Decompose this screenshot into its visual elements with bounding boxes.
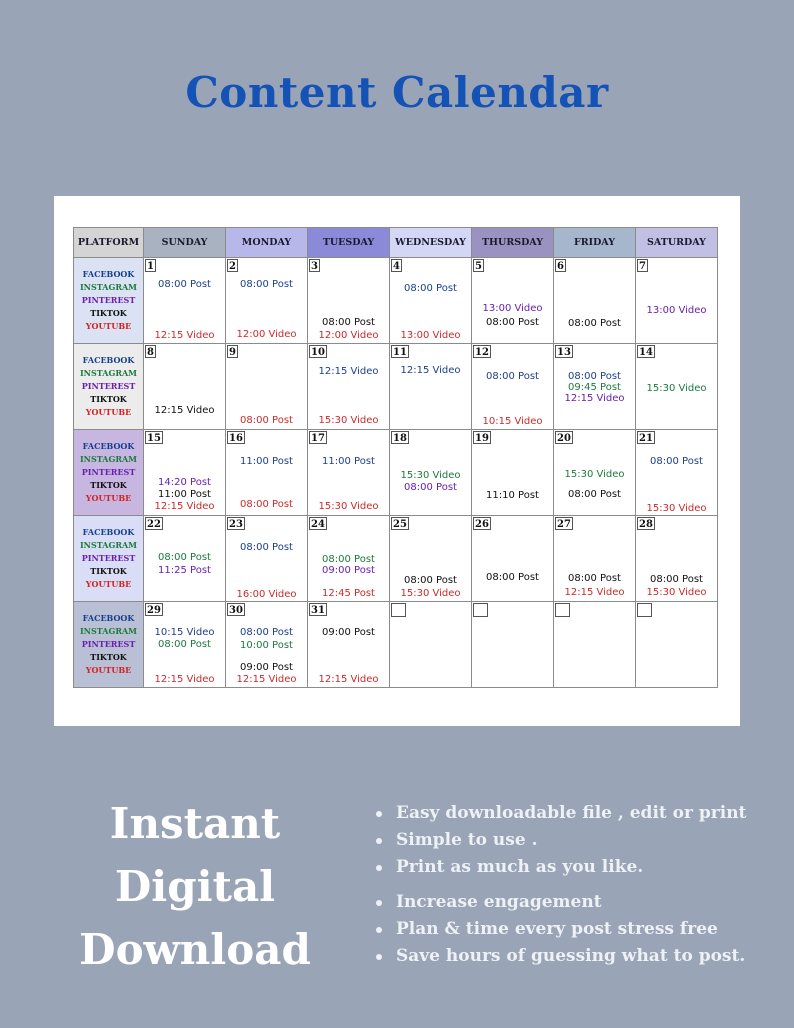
schedule-entry: 12:15 Video [400, 365, 461, 376]
week-row [74, 516, 718, 602]
day-number: 9 [227, 345, 238, 358]
schedule-entry: 12:45 Post [322, 588, 375, 599]
schedule-entry: 15:30 Video [646, 383, 707, 394]
header-monday: MONDAY [226, 228, 308, 258]
schedule-entry: 13:00 Video [646, 305, 707, 316]
promo-line: Instant [109, 799, 281, 848]
schedule-entry: 14:20 Post [158, 477, 211, 488]
day-number: 26 [475, 519, 489, 530]
day-cell[interactable] [226, 430, 308, 516]
platform-tiktok: TIKTOK [90, 394, 127, 404]
schedule-entry: 12:00 Video [236, 329, 297, 340]
header-tuesday: TUESDAY [308, 228, 390, 258]
platform-pinterest: PINTEREST [81, 295, 136, 305]
schedule-entry: 11:10 Post [486, 490, 539, 501]
schedule-entry: 09:00 Post [322, 627, 375, 638]
platform-facebook: FACEBOOK [82, 527, 135, 537]
platform-list [74, 516, 144, 602]
day-cell[interactable] [226, 258, 308, 344]
day-number: 3 [309, 259, 320, 272]
calendar-header-row [74, 228, 718, 258]
schedule-entry: 11:00 Post [240, 456, 293, 467]
feature-list [368, 800, 778, 970]
platform-youtube: YOUTUBE [85, 321, 132, 331]
schedule-entry: 08:00 Post [240, 279, 293, 290]
day-number: 21 [639, 433, 653, 444]
platform-youtube: YOUTUBE [85, 665, 132, 675]
day-number: 17 [311, 433, 325, 444]
day-cell[interactable] [308, 344, 390, 430]
schedule-entry: 08:00 Post [322, 554, 375, 565]
day-cell[interactable] [636, 258, 718, 344]
schedule-entry: 11:25 Post [158, 565, 211, 576]
feature-item: Print as much as you like. [368, 854, 778, 881]
schedule-entry: 08:00 Post [322, 317, 375, 328]
platform-youtube: YOUTUBE [85, 407, 132, 417]
schedule-entry: 08:00 Post [486, 317, 539, 328]
schedule-entry: 10:00 Post [240, 640, 293, 651]
schedule-entry: 15:30 Video [564, 469, 625, 480]
day-cell[interactable] [226, 516, 308, 602]
feature-item: Easy downloadable file , edit or print [368, 800, 778, 827]
schedule-entry: 16:00 Video [236, 589, 297, 600]
platform-list [74, 430, 144, 516]
day-number: 31 [311, 605, 325, 616]
week-row [74, 602, 718, 688]
day-number [555, 603, 570, 617]
schedule-entry: 08:00 Post [240, 415, 293, 426]
schedule-entry: 12:15 Video [236, 674, 297, 685]
schedule-entry: 08:00 Post [568, 318, 621, 329]
platform-tiktok: TIKTOK [90, 652, 127, 662]
schedule-entry: 08:00 Post [158, 279, 211, 290]
header-wednesday: WEDNESDAY [390, 228, 472, 258]
platform-facebook: FACEBOOK [82, 269, 135, 279]
day-number: 1 [145, 259, 156, 272]
day-cell[interactable] [144, 258, 226, 344]
schedule-entry: 12:15 Video [154, 330, 215, 341]
day-cell[interactable] [144, 430, 226, 516]
schedule-entry: 12:00 Video [318, 330, 379, 341]
day-cell[interactable] [390, 344, 472, 430]
platform-facebook: FACEBOOK [82, 613, 135, 623]
day-cell[interactable] [144, 516, 226, 602]
schedule-entry: 08:00 Post [240, 627, 293, 638]
day-number: 18 [393, 433, 407, 444]
day-number [391, 603, 406, 617]
day-number: 23 [229, 519, 243, 530]
platform-tiktok: TIKTOK [90, 480, 127, 490]
schedule-entry: 08:00 Post [486, 371, 539, 382]
schedule-entry: 09:45 Post [568, 382, 621, 393]
week-row [74, 258, 718, 344]
schedule-entry: 12:15 Video [318, 366, 379, 377]
day-number: 25 [393, 519, 407, 530]
day-number: 10 [311, 347, 325, 358]
platform-list [74, 344, 144, 430]
page-title: Content Calendar [185, 68, 609, 117]
day-number: 2 [227, 259, 238, 272]
day-cell[interactable] [226, 344, 308, 430]
schedule-entry: 13:00 Video [400, 330, 461, 341]
day-cell[interactable] [144, 602, 226, 688]
day-cell[interactable] [472, 516, 554, 602]
feature-item: Save hours of guessing what to post. [368, 943, 778, 970]
feature-item: Increase engagement [368, 889, 778, 916]
schedule-entry: 08:00 Post [404, 283, 457, 294]
schedule-entry: 15:30 Video [318, 501, 379, 512]
day-cell[interactable] [554, 602, 636, 688]
promo-line: Download [79, 925, 311, 974]
platform-tiktok: TIKTOK [90, 566, 127, 576]
day-number: 20 [557, 433, 571, 444]
platform-list [74, 602, 144, 688]
day-number: 11 [393, 347, 407, 358]
day-cell[interactable] [144, 344, 226, 430]
day-cell[interactable] [390, 258, 472, 344]
day-cell[interactable] [554, 516, 636, 602]
schedule-entry: 12:15 Video [318, 674, 379, 685]
schedule-entry: 13:00 Video [482, 303, 543, 314]
day-number: 12 [475, 347, 489, 358]
schedule-entry: 12:15 Video [154, 405, 215, 416]
schedule-entry: 08:00 Post [404, 575, 457, 586]
day-cell[interactable] [472, 602, 554, 688]
schedule-entry: 08:00 Post [158, 639, 211, 650]
platform-instagram: INSTAGRAM [79, 626, 138, 636]
schedule-entry: 08:00 Post [568, 371, 621, 382]
header-friday: FRIDAY [554, 228, 636, 258]
day-number: 14 [639, 347, 653, 358]
schedule-entry: 15:30 Video [646, 587, 707, 598]
day-cell[interactable] [226, 602, 308, 688]
week-row [74, 430, 718, 516]
day-number: 24 [311, 519, 325, 530]
platform-list [74, 258, 144, 344]
calendar-sheet [54, 196, 740, 726]
platform-youtube: YOUTUBE [85, 493, 132, 503]
day-cell[interactable] [554, 258, 636, 344]
day-number: 27 [557, 519, 571, 530]
schedule-entry: 08:00 Post [568, 573, 621, 584]
schedule-entry: 08:00 Post [568, 489, 621, 500]
schedule-entry: 09:00 Post [322, 565, 375, 576]
day-number: 22 [147, 519, 161, 530]
day-number: 4 [391, 259, 402, 272]
day-number: 29 [147, 605, 161, 616]
platform-pinterest: PINTEREST [81, 381, 136, 391]
day-number: 6 [555, 259, 566, 272]
schedule-entry: 08:00 Post [650, 456, 703, 467]
day-cell[interactable] [636, 430, 718, 516]
platform-instagram: INSTAGRAM [79, 540, 138, 550]
schedule-entry: 15:30 Video [318, 415, 379, 426]
day-number: 13 [557, 347, 571, 358]
schedule-entry: 11:00 Post [158, 489, 211, 500]
schedule-entry: 15:30 Video [646, 503, 707, 514]
schedule-entry: 12:15 Video [564, 587, 625, 598]
day-number: 7 [637, 259, 648, 272]
day-cell[interactable] [554, 430, 636, 516]
feature-item: Simple to use . [368, 827, 778, 854]
day-cell[interactable] [472, 430, 554, 516]
schedule-entry: 08:00 Post [240, 499, 293, 510]
day-cell[interactable] [472, 344, 554, 430]
day-cell[interactable] [390, 516, 472, 602]
platform-instagram: INSTAGRAM [79, 368, 138, 378]
day-cell[interactable] [308, 258, 390, 344]
schedule-entry: 08:00 Post [158, 552, 211, 563]
day-number [473, 603, 488, 617]
day-number: 8 [145, 345, 156, 358]
platform-pinterest: PINTEREST [81, 639, 136, 649]
schedule-entry: 08:00 Post [404, 482, 457, 493]
schedule-entry: 15:30 Video [400, 470, 461, 481]
day-cell[interactable] [636, 516, 718, 602]
day-cell[interactable] [390, 430, 472, 516]
day-number: 30 [229, 605, 243, 616]
day-cell[interactable] [472, 258, 554, 344]
schedule-entry: 11:00 Post [322, 456, 375, 467]
day-number: 28 [639, 519, 653, 530]
week-row [74, 344, 718, 430]
day-number: 15 [147, 433, 161, 444]
day-cell[interactable] [554, 344, 636, 430]
platform-instagram: INSTAGRAM [79, 454, 138, 464]
schedule-entry: 08:00 Post [486, 572, 539, 583]
schedule-entry: 12:15 Video [154, 501, 215, 512]
schedule-entry: 15:30 Video [400, 588, 461, 599]
schedule-entry: 12:15 Video [564, 393, 625, 404]
promo-line: Digital [114, 862, 276, 911]
schedule-entry: 08:00 Post [650, 574, 703, 585]
platform-pinterest: PINTEREST [81, 467, 136, 477]
header-saturday: SATURDAY [636, 228, 718, 258]
schedule-entry: 10:15 Video [154, 627, 215, 638]
schedule-entry: 10:15 Video [482, 416, 543, 427]
day-number: 5 [473, 259, 484, 272]
schedule-entry: 08:00 Post [240, 542, 293, 553]
platform-instagram: INSTAGRAM [79, 282, 138, 292]
day-cell[interactable] [308, 602, 390, 688]
platform-tiktok: TIKTOK [90, 308, 127, 318]
platform-facebook: FACEBOOK [82, 441, 135, 451]
day-cell[interactable] [390, 602, 472, 688]
schedule-entry: 09:00 Post [240, 662, 293, 673]
instant-digital-download [50, 792, 340, 981]
header-thursday: THURSDAY [472, 228, 554, 258]
platform-youtube: YOUTUBE [85, 579, 132, 589]
calendar-table [73, 227, 718, 688]
day-number: 16 [229, 433, 243, 444]
day-cell[interactable] [636, 344, 718, 430]
platform-pinterest: PINTEREST [81, 553, 136, 563]
day-cell[interactable] [636, 602, 718, 688]
schedule-entry: 12:15 Video [154, 674, 215, 685]
feature-item: Plan & time every post stress free [368, 916, 778, 943]
day-number [637, 603, 652, 617]
header-sunday: SUNDAY [144, 228, 226, 258]
platform-facebook: FACEBOOK [82, 355, 135, 365]
day-cell[interactable] [308, 430, 390, 516]
day-cell[interactable] [308, 516, 390, 602]
day-number: 19 [475, 433, 489, 444]
header-platform: PLATFORM [74, 228, 144, 258]
